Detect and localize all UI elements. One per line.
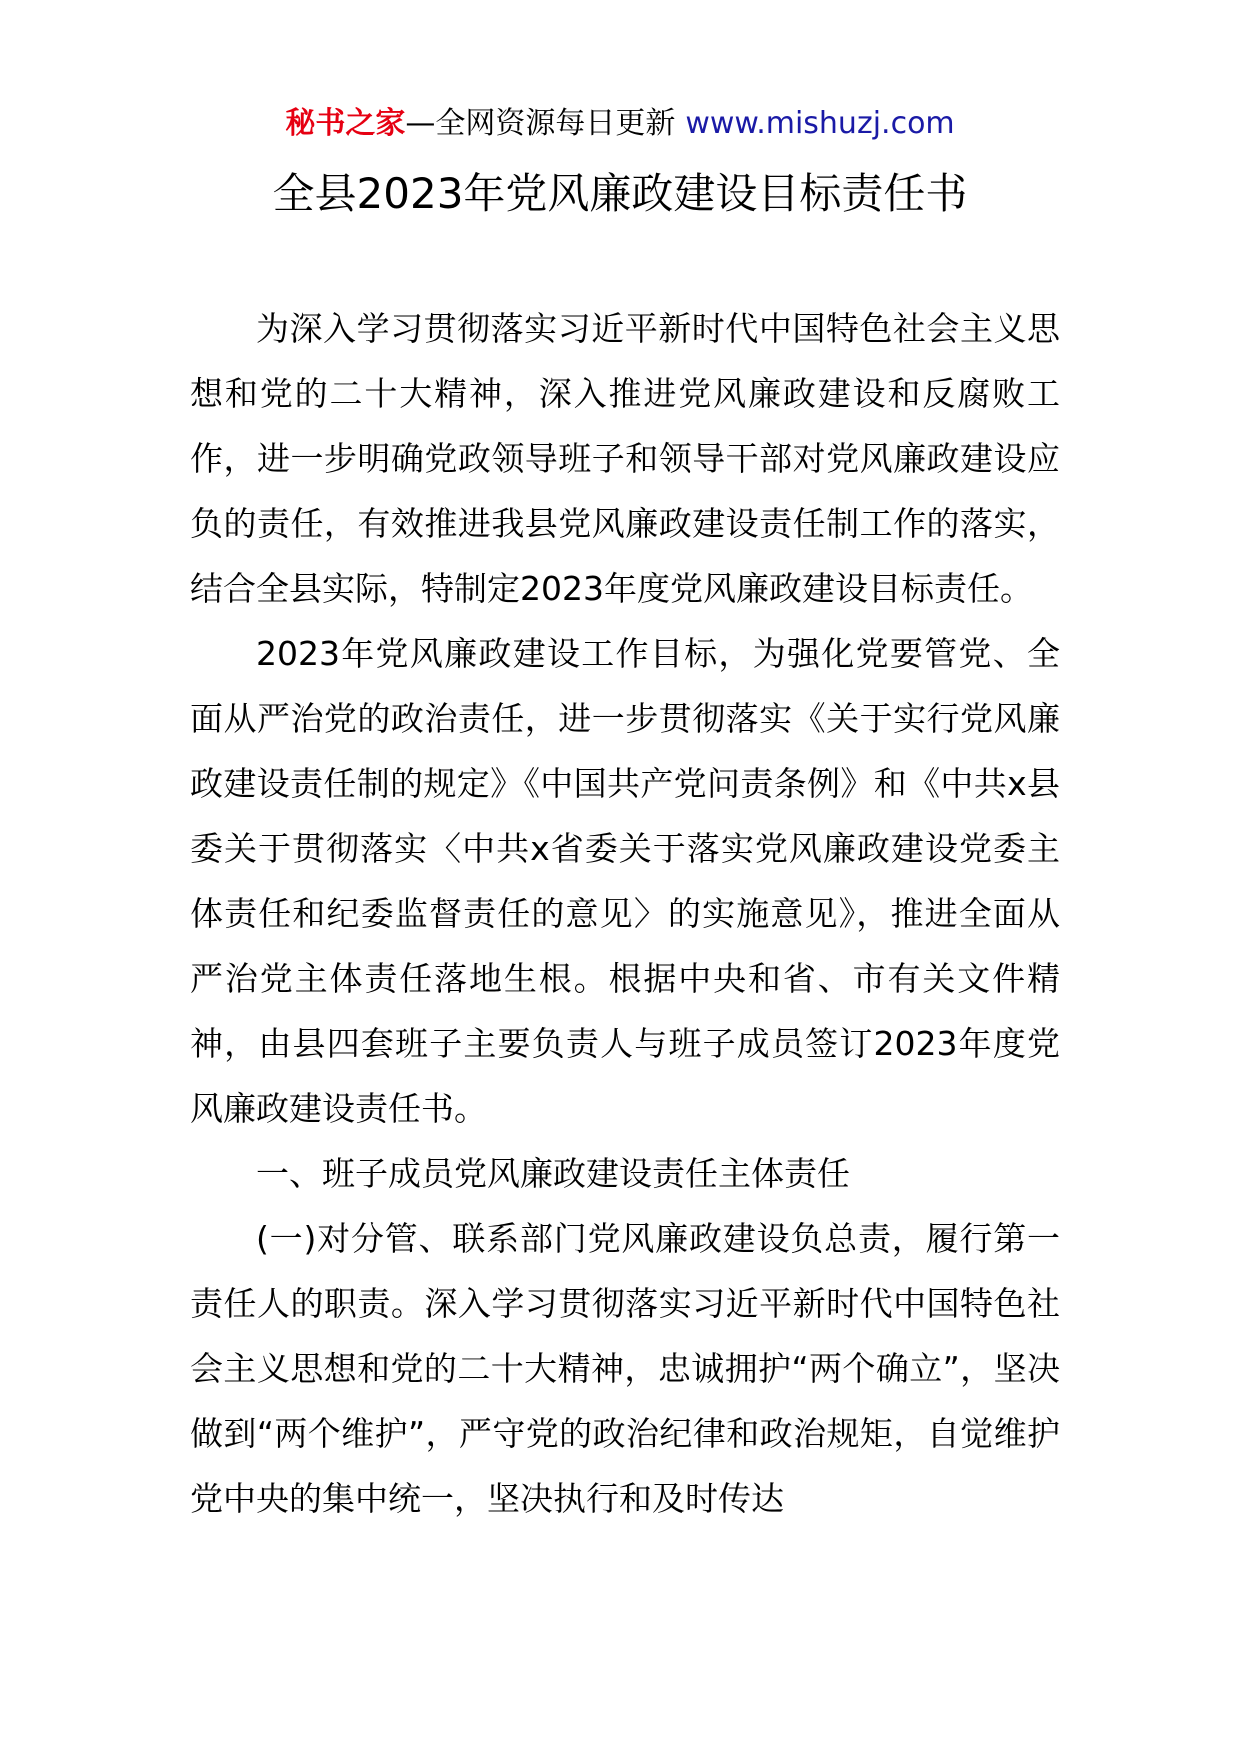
paragraph-intro: 为深入学习贯彻落实习近平新时代中国特色社会主义思想和党的二十大精神，深入推进党风廉政建设和反腐败工作，进一步明确党政领导班子和领导干部对党风廉政建设应负的责任，有效推进我县党风廉政建设责任制工作的落实，结合全县实际，特制定2023年度党风廉政建设目标责任。	[190, 309, 1060, 608]
brand-slogan: —全网资源每日更新	[405, 106, 676, 141]
site-url-link[interactable]: www.mishuzj.com	[685, 106, 955, 141]
paragraph-goal: 2023年党风廉政建设工作目标，为强化党要管党、全面从严治党的政治责任，进一步贯彻落实《关于实行党风廉政建设责任制的规定》《中国共产党问责条例》和《中共x县委关于贯彻落实〈中共x省委关于落实党风廉政建设党委主体责任和纪委监督责任的意见〉的实施意见》，推进全面从严治党主体责任落地生根。根据中央和省、市有关文件精神，由县四套班子主要负责人与班子成员签订2023年度党风廉政建设责任书。	[190, 634, 1060, 1128]
site-banner	[0, 104, 1240, 144]
brand-name: 秘书之家	[285, 106, 406, 141]
paragraph-item-1: (一)对分管、联系部门党风廉政建设负总责，履行第一责任人的职责。深入学习贯彻落实习近平新时代中国特色社会主义思想和党的二十大精神，忠诚拥护“两个确立”，坚决做到“两个维护”，严守党的政治纪律和政治规矩，自觉维护党中央的集中统一，坚决执行和及时传达	[190, 1219, 1060, 1518]
document-title: 全县2023年党风廉政建设目标责任书	[272, 169, 968, 218]
document-body	[190, 296, 1060, 1531]
section-heading-1: 一、班子成员党风廉政建设责任主体责任	[256, 1154, 850, 1193]
